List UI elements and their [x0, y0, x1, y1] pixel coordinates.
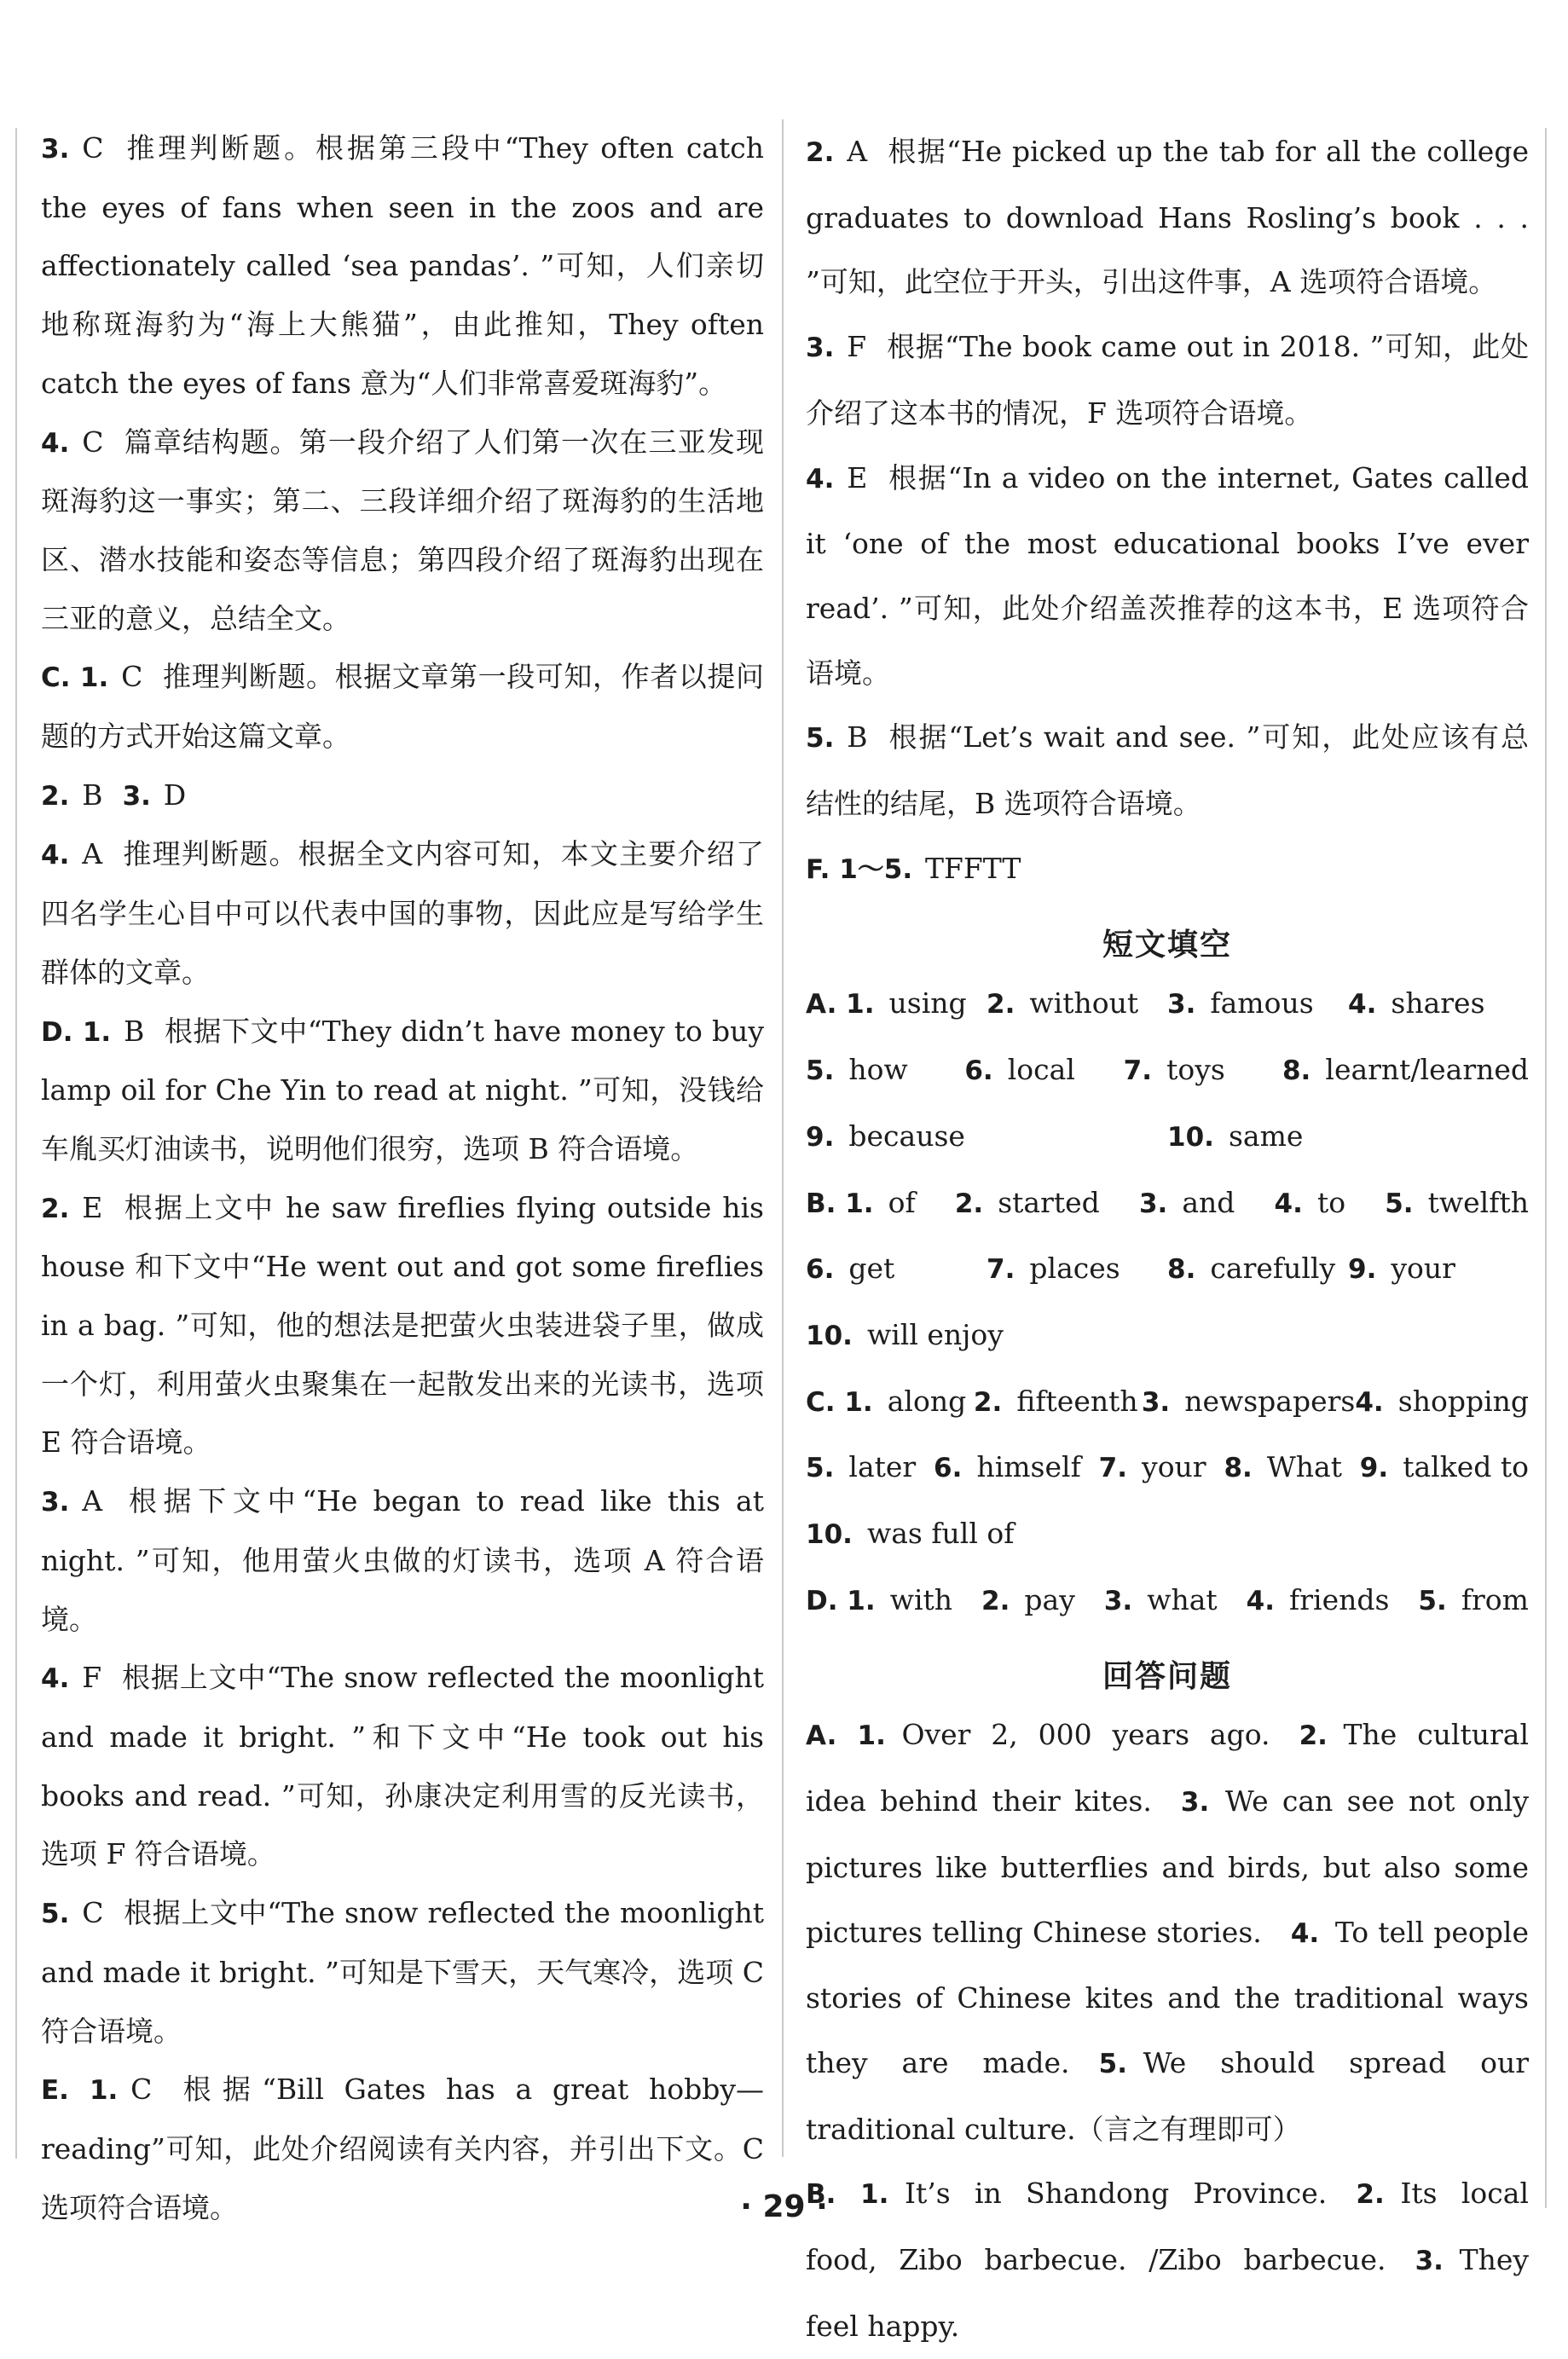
- item-number: 3.: [1141, 1386, 1171, 1418]
- item-explanation: 根据上文中“The snow reflected the moonlight and made it bright. ”和下文中“He took out his books and read. ”可知，孙康决定利用雪的反光读书，选项 F 符合语境。: [41, 1661, 764, 1871]
- fill-answer: [806, 1038, 964, 1104]
- item-answer: F: [82, 1661, 102, 1695]
- fill-answer: [1167, 971, 1348, 1038]
- item-number: 4.: [41, 427, 70, 459]
- answer-text: To tell people stories of Chinese kites and the traditional ways they are made.: [806, 1915, 1529, 2079]
- item-number: C. 1.: [806, 1386, 873, 1418]
- item-explanation: 篇章结构题。第一段介绍了人们第一次在三亚发现斑海豹这一事实；第二、三段详细介绍了斑海豹的生活地区、潜水技能和姿态等信息；第四段介绍了斑海豹出现在三亚的意义，总结全文。: [41, 425, 764, 635]
- fill-answer: [806, 1236, 987, 1303]
- item-number: B. 1.: [806, 2179, 889, 2211]
- answer-word: along: [887, 1384, 967, 1418]
- fill-answer: [1099, 1435, 1206, 1501]
- item-number: 5.: [1418, 1585, 1447, 1616]
- fill-answer: [806, 1104, 1167, 1171]
- fill-row: [806, 1435, 1529, 1501]
- fill-row: [806, 1369, 1529, 1436]
- fill-answer: [806, 1171, 916, 1237]
- item-number: 5.: [1098, 2048, 1127, 2079]
- item-number: 7.: [1098, 1453, 1127, 1484]
- item-explanation: 根据“Let’s wait and see. ”可知，此处应该有总结性的结尾，B 选项符合语境。: [806, 720, 1529, 821]
- page-number: · 29 ·: [740, 2189, 828, 2224]
- answer-word: what: [1147, 1582, 1218, 1616]
- item-number: 9.: [1348, 1254, 1377, 1286]
- answer-word: your: [1391, 1252, 1455, 1286]
- item-explanation: 根据上文中 he saw fireflies flying outside his house 和下文中“He went out and got some fireflies in a bag. ”可知，他的想法是把萤火虫装进袋子里，做成一个灯，利用萤火虫聚集在一起散发出来的光读书，选项 E 符合语境。: [41, 1190, 764, 1460]
- fill-answer: [1348, 971, 1529, 1038]
- answer-word: to: [1316, 1185, 1346, 1219]
- item-number: 9.: [1359, 1453, 1389, 1484]
- answer-item: [41, 1649, 764, 1884]
- answer-word: of: [888, 1185, 916, 1219]
- left-margin-line: [15, 128, 17, 2159]
- fill-answer: [806, 1303, 1529, 1369]
- fill-answer: [806, 1435, 916, 1501]
- answer-text: The cultural idea behind their kites.: [806, 1718, 1530, 1818]
- answer-word: shopping: [1397, 1384, 1530, 1418]
- answer-item: [41, 766, 764, 826]
- answer-word: later: [848, 1450, 917, 1484]
- fill-answer: [1104, 1568, 1218, 1634]
- item-number: D. 1.: [41, 1016, 112, 1048]
- fill-answer: [1418, 1568, 1529, 1634]
- fill-row: [806, 1303, 1529, 1369]
- fill-answer: [806, 1568, 952, 1634]
- answer-word: What: [1266, 1450, 1342, 1484]
- item-explanation: 根据“In a video on the internet, Gates called it ‘one of the most educational books I’ve ever read’. ”可知，此处介绍盖茨推荐的这本书，E 选项符合语境。: [806, 460, 1529, 690]
- answer-word: fifteenth: [1016, 1384, 1138, 1418]
- fill-row: [806, 1038, 1529, 1104]
- item-number: 5.: [806, 723, 835, 755]
- item-answer: C: [82, 1896, 104, 1930]
- item-number: 5.: [1385, 1188, 1414, 1219]
- fill-answer: [1139, 1171, 1235, 1237]
- item-number: 4.: [806, 463, 835, 494]
- item-answer: F: [847, 330, 867, 364]
- answer-word: using: [888, 986, 967, 1020]
- answer-item: [806, 315, 1529, 445]
- answer-word: will enjoy: [866, 1317, 1004, 1351]
- answer-item: [41, 1472, 764, 1649]
- item-number: F. 1～5.: [806, 853, 913, 885]
- item-explanation: 推理判断题。根据全文内容可知，本文主要介绍了四名学生心目中可以代表中国的事物，因此应是写给学生群体的文章。: [41, 837, 764, 989]
- item-number: 4.: [1274, 1188, 1303, 1219]
- item-answer: B: [82, 778, 103, 812]
- answer-word: newspapers: [1184, 1384, 1356, 1418]
- fill-row: [806, 1501, 1529, 1568]
- fill-row: [806, 1568, 1529, 1634]
- item-number: 9.: [806, 1121, 835, 1153]
- answer-item: [806, 446, 1529, 706]
- left-column: [41, 119, 764, 2237]
- item-number: 4.: [1355, 1386, 1384, 1418]
- answer-text: They feel happy.: [806, 2243, 1529, 2343]
- item-explanation: 根据“The book came out in 2018. ”可知，此处介绍了这本书的情况，F 选项符合语境。: [806, 330, 1529, 430]
- item-explanation: 根据“He picked up the tab for all the college graduates to download Hans Rosling’s book . . . ”可知，此空位于开头，引出这件事，A 选项符合语境。: [806, 135, 1529, 299]
- item-number: 2.: [954, 1188, 984, 1219]
- answer-word: himself: [976, 1450, 1081, 1484]
- fill-answer: [987, 1236, 1167, 1303]
- item-number: 6.: [806, 1254, 835, 1286]
- item-explanation: 推理判断题。根据文章第一段可知，作者以提问题的方式开始这篇文章。: [41, 660, 764, 754]
- item-explanation: 推理判断题。根据第三段中“They often catch the eyes of fans when seen in the zoos and are affectionately called ‘sea pandas’. ”可知，人们亲切地称斑海豹为“海上大熊猫”，由此推知，They often catch the eyes of fans 意为“人们非常喜爱斑海豹”。: [41, 131, 764, 400]
- fill-answer: [806, 1501, 1529, 1568]
- item-number: E. 1.: [41, 2075, 119, 2107]
- answer-word: same: [1228, 1119, 1304, 1153]
- answer-item: [806, 836, 1529, 903]
- fill-row: [806, 1171, 1529, 1237]
- item-explanation: 根据“Bill Gates has a great hobby—reading”可知，此处介绍阅读有关内容，并引出下文。C 选项符合语境。: [41, 2073, 764, 2224]
- fill-answer: [1224, 1435, 1342, 1501]
- item-number: 4.: [41, 1663, 70, 1695]
- item-number: 2.: [806, 137, 835, 168]
- item-answer: E: [82, 1190, 103, 1224]
- item-number: 2.: [41, 1193, 70, 1224]
- answer-item: [41, 413, 764, 649]
- fill-row: [806, 1104, 1529, 1171]
- item-number: B. 1.: [806, 1188, 874, 1219]
- answer-word: friends: [1289, 1582, 1390, 1616]
- item-number: 2.: [41, 780, 70, 812]
- answer-text: Its local food, Zibo barbecue. /Zibo barbecue.: [806, 2177, 1529, 2277]
- item-number: 8.: [1282, 1055, 1311, 1087]
- item-number: 10.: [806, 1519, 853, 1551]
- fill-answer: [1385, 1171, 1529, 1237]
- item-number: 4.: [1246, 1585, 1275, 1616]
- section-title-answer: 回答问题: [1102, 1659, 1232, 1695]
- answer-word: pay: [1024, 1582, 1075, 1616]
- item-answer: C: [82, 425, 104, 459]
- fill-answer: [964, 1038, 1123, 1104]
- item-explanation: 根据下文中“They didn’t have money to buy lamp oil for Che Yin to read at night. ”可知，没钱给车胤买灯油读书，说明他们很穷，选项 B 符合语境。: [41, 1014, 764, 1165]
- item-number: 10.: [806, 1320, 853, 1351]
- answer-word: started: [998, 1185, 1100, 1219]
- item-answer: E: [847, 460, 868, 494]
- answer-word: your: [1142, 1450, 1206, 1484]
- column-divider: [782, 119, 784, 2157]
- fill-answer: [1348, 1236, 1529, 1303]
- item-number: 5.: [806, 1453, 835, 1484]
- answer-text: It’s in Shandong Province.: [904, 2177, 1328, 2211]
- section-title-fill: 短文填空: [1102, 928, 1232, 963]
- item-number: 2.: [1299, 1720, 1328, 1752]
- item-number: 8.: [1224, 1453, 1253, 1484]
- item-number: 2.: [1356, 2179, 1385, 2211]
- item-explanation: 根据下文中“He began to read like this at night. ”可知，他用萤火虫做的灯读书，选项 A 符合语境。: [41, 1484, 764, 1636]
- item-number: 10.: [1167, 1121, 1214, 1153]
- answer-word: because: [848, 1119, 965, 1153]
- item-number: 3.: [122, 780, 151, 812]
- item-number: A. 1.: [806, 1720, 886, 1752]
- item-number: 3.: [41, 134, 70, 165]
- item-number: 3.: [1180, 1787, 1210, 1818]
- answer-text: We should spread our traditional culture.（言之有理即可）: [806, 2045, 1529, 2146]
- item-answer: B: [124, 1014, 145, 1048]
- item-answer: C: [82, 131, 104, 165]
- answer-word: twelfth: [1427, 1185, 1529, 1219]
- fill-answer: [981, 1568, 1075, 1634]
- item-number: 4.: [1348, 989, 1377, 1020]
- answer-word: get: [848, 1252, 895, 1286]
- answer-word: without: [1029, 986, 1139, 1020]
- answer-word: famous: [1210, 986, 1314, 1020]
- fill-answer: [974, 1369, 1142, 1436]
- item-number: A. 1.: [806, 989, 875, 1020]
- fill-answer: [955, 1171, 1100, 1237]
- fill-answer: [987, 971, 1167, 1038]
- item-number: 6.: [934, 1453, 963, 1484]
- item-number: 3.: [1103, 1585, 1133, 1616]
- fill-answer: [1360, 1435, 1529, 1501]
- item-number: 7.: [1123, 1055, 1153, 1087]
- answer-item: [41, 825, 764, 1002]
- item-number: 8.: [1167, 1254, 1196, 1286]
- fill-answer: [1167, 1104, 1529, 1171]
- answer-item: [41, 119, 764, 413]
- answer-word: shares: [1391, 986, 1485, 1020]
- item-number: D. 1.: [806, 1585, 876, 1616]
- item-number: 7.: [987, 1254, 1015, 1286]
- item-answer: C: [130, 2073, 153, 2107]
- fill-row: [806, 971, 1529, 1038]
- fill-answer: [806, 1369, 974, 1436]
- item-number: 3.: [41, 1487, 70, 1518]
- answer-word: with: [889, 1582, 953, 1616]
- answer-text: Over 2, 000 years ago.: [901, 1718, 1270, 1752]
- fill-answer: [1124, 1038, 1282, 1104]
- question-answers: [806, 1703, 1529, 2358]
- right-margin-line: [1545, 128, 1547, 2208]
- answer-item: [806, 705, 1529, 835]
- item-answer: A: [82, 837, 103, 871]
- item-number: 4.: [41, 840, 70, 871]
- answer-item: [41, 1003, 764, 1179]
- item-number: 2.: [981, 1585, 1010, 1616]
- answer-word: how: [848, 1053, 908, 1087]
- fill-answer: [1247, 1568, 1390, 1634]
- item-number: 3.: [1415, 2246, 1444, 2277]
- item-number: 4.: [1290, 1917, 1320, 1949]
- item-answer: C: [121, 660, 143, 694]
- fill-answer: [1282, 1038, 1529, 1104]
- item-answer: TFFTT: [924, 851, 1021, 885]
- item-answer: D: [163, 778, 187, 812]
- fill-answer: [1355, 1369, 1529, 1436]
- item-number: 5.: [806, 1055, 835, 1087]
- fill-row: [806, 1236, 1529, 1303]
- item-explanation: 根据上文中“The snow reflected the moonlight and made it bright. ”可知是下雪天，天气寒冷，选项 C 符合语境。: [41, 1896, 764, 2048]
- answer-word: was full of: [866, 1517, 1015, 1551]
- answer-item: [806, 119, 1529, 315]
- item-answer: A: [847, 135, 868, 168]
- item-number: 2.: [987, 989, 1015, 1020]
- answer-item: [41, 1884, 764, 2061]
- item-number: C. 1.: [41, 662, 109, 694]
- answer-word: learnt/learned: [1325, 1053, 1529, 1087]
- answer-word: carefully: [1210, 1252, 1336, 1286]
- answer-word: places: [1029, 1252, 1120, 1286]
- item-number: 3.: [1138, 1188, 1168, 1219]
- answer-text: We can see not only pictures like butterflies and birds, but also some pictures telling Chinese stories.: [806, 1784, 1529, 1949]
- fill-answers: [806, 971, 1529, 1633]
- answer-item: [41, 1179, 764, 1473]
- right-column: [806, 119, 1529, 2359]
- answer-word: from: [1461, 1582, 1529, 1616]
- fill-answer: [1142, 1369, 1356, 1436]
- item-number: 2.: [973, 1386, 1003, 1418]
- item-answer: B: [847, 720, 868, 755]
- answer-word: talked to: [1403, 1450, 1529, 1484]
- answer-word: and: [1182, 1185, 1235, 1219]
- fill-answer: [1275, 1171, 1346, 1237]
- item-number: 6.: [964, 1055, 993, 1087]
- answer-word: toys: [1166, 1053, 1225, 1087]
- fill-answer: [806, 971, 987, 1038]
- item-number: 3.: [806, 332, 835, 364]
- answer-item: [41, 648, 764, 766]
- item-number: 5.: [41, 1899, 70, 1930]
- answer-word: local: [1007, 1053, 1075, 1087]
- item-answer: A: [82, 1484, 103, 1518]
- item-number: 3.: [1167, 989, 1196, 1020]
- fill-answer: [934, 1435, 1081, 1501]
- fill-answer: [1167, 1236, 1348, 1303]
